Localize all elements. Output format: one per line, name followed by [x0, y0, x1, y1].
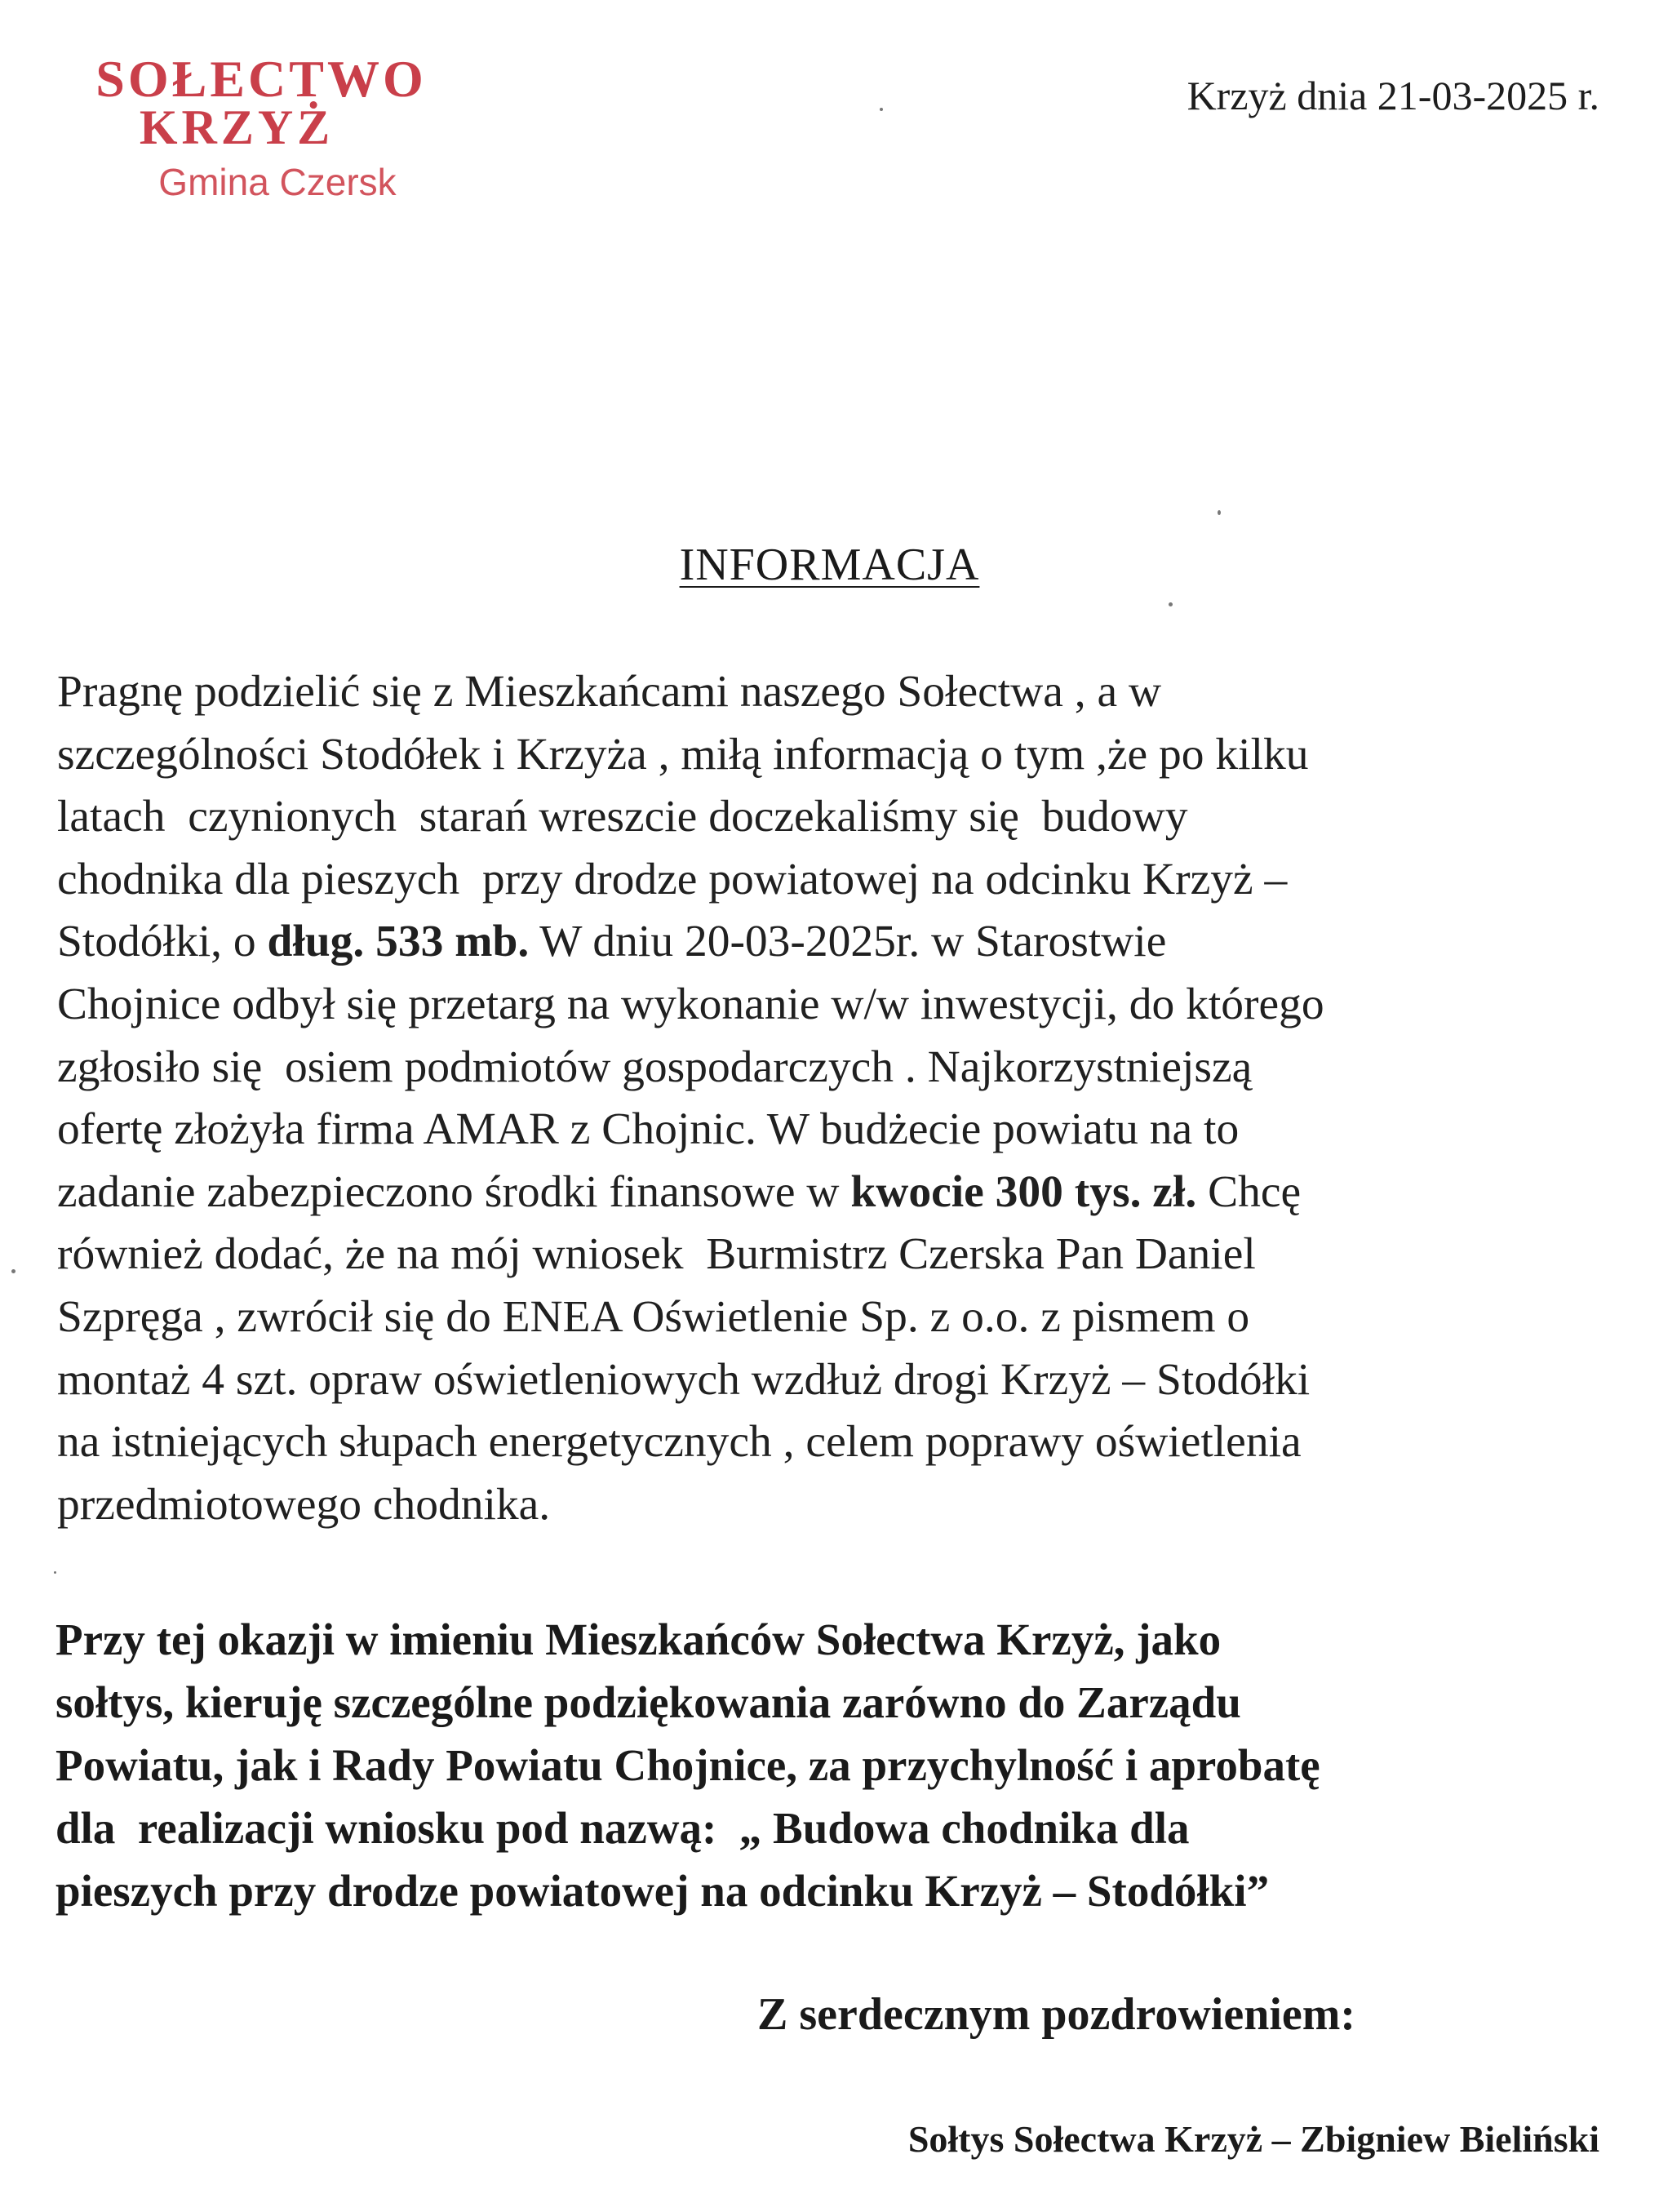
thanks-line: pieszych przy drodze powiatowej na odcinku Krzyż – Stodółki” [55, 1866, 1270, 1916]
body-text-segment: Stodółki, o [57, 917, 268, 967]
stamp-line-3: Gmina Czersk [158, 161, 397, 203]
scan-speck [54, 1571, 56, 1574]
village-stamp [73, 49, 457, 212]
body-line: na istniejących słupach energetycznych , celem poprawy oświetlenia [57, 1417, 1302, 1468]
body-text-segment: zadanie zabezpieczono środki finansowe w [57, 1166, 851, 1217]
date-line: Krzyż dnia 21-03-2025 r. [1187, 73, 1599, 118]
thanks-line: Powiatu, jak i Rady Powiatu Chojnice, za przychylność i aprobatę [55, 1740, 1320, 1790]
title-text: INFORMACJA [679, 540, 980, 590]
body-line: ofertę złożyła firma AMAR z Chojnic. W budżecie powiatu na to [57, 1104, 1240, 1155]
scan-speck [880, 108, 883, 111]
stamp-line-1: SOŁECTWO [95, 50, 427, 108]
scan-speck [11, 1269, 16, 1273]
body-line [57, 1162, 1608, 1224]
body-paragraph [57, 661, 1608, 1536]
amount-emphasis: kwocie 300 tys. zł. [850, 1166, 1197, 1217]
scan-speck [1218, 510, 1221, 515]
thanks-line: dla realizacji wniosku pod nazwą: „ Budowa chodnika dla [55, 1803, 1190, 1853]
thanks-line: sołtys, kieruję szczególne podziękowania zarówno do Zarządu [55, 1677, 1241, 1727]
length-emphasis: dług. 533 mb. [267, 917, 530, 967]
body-line: również dodać, że na mój wniosek Burmistrz Czerska Pan Daniel [57, 1229, 1256, 1280]
body-line: Szpręga , zwrócił się do ENEA Oświetlenie Sp. z o.o. z pismem o [57, 1291, 1250, 1342]
body-line: przedmiotowego chodnika. [57, 1479, 551, 1530]
body-line: Chojnice odbył się przetarg na wykonanie w/w inwestycji, do którego [57, 979, 1324, 1029]
thanks-paragraph [55, 1608, 1606, 1922]
body-line: szczególności Stodółek i Krzyża , miłą informacją o tym ,że po kilku [57, 729, 1309, 780]
body-line: chodnika dla pieszych przy drodze powiatowej na odcinku Krzyż – [57, 854, 1288, 904]
body-line: montaż 4 szt. opraw oświetleniowych wzdłuż drogi Krzyż – Stodółki [57, 1354, 1311, 1405]
body-line: zgłosiło się osiem podmiotów gospodarczych . Najkorzystniejszą [57, 1042, 1253, 1092]
body-line: Pragnę podzielić się z Mieszkańcami naszego Sołectwa , a w [57, 667, 1162, 717]
document-title [0, 539, 1659, 591]
body-line [57, 911, 1608, 974]
scan-speck [1169, 602, 1173, 606]
signature-line: Sołtys Sołectwa Krzyż – Zbigniew Bieliński [907, 2118, 1599, 2160]
closing-greeting: Z serdecznym pozdrowieniem: [757, 1989, 1356, 2040]
body-text-segment: Chcę [1196, 1166, 1302, 1217]
body-line: latach czynionych starań wreszcie doczekaliśmy się budowy [57, 792, 1188, 842]
thanks-line: Przy tej okazji w imieniu Mieszkańców Sołectwa Krzyż, jako [55, 1615, 1222, 1664]
stamp-line-2: KRZYŻ [139, 100, 335, 154]
body-text-segment: W dniu 20-03-2025r. w Starostwie [529, 917, 1167, 967]
